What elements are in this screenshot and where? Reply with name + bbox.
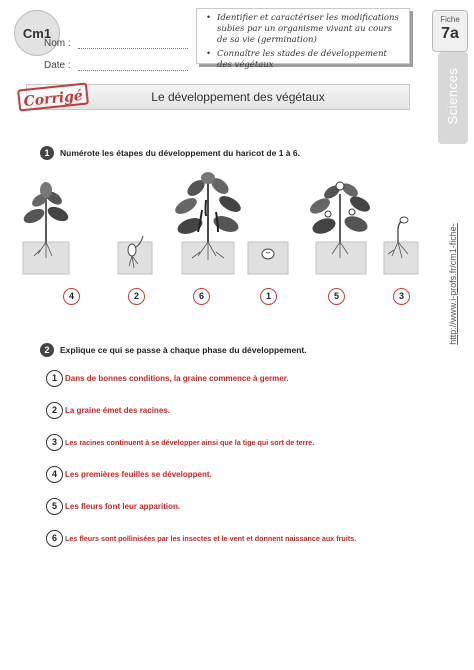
corrige-stamp: Corrigé (17, 82, 89, 111)
source-url-link[interactable]: http://www.i-profs.fr/cm1-fiche- (448, 223, 458, 345)
step-answer-3: Les racines continuent à se développer ainsi que la tige qui sort de terre. (65, 438, 315, 447)
fiche-label: Fiche (440, 15, 460, 24)
name-field[interactable] (78, 48, 188, 49)
plant-flowering-illustration (307, 181, 372, 274)
step-answer-2: La graine émet des racines. (65, 406, 170, 415)
exercise-1-instruction: Numérote les étapes du développement du haricot de 1 à 6. (60, 148, 300, 158)
step-circle-2: 2 (46, 402, 63, 419)
name-label: Nom : (44, 38, 71, 49)
answer-circle-plant-6[interactable]: 3 (393, 288, 410, 305)
step-answer-5: Les fleurs font leur apparition. (65, 502, 181, 511)
answer-circle-plant-2[interactable]: 2 (128, 288, 145, 305)
page-title: Le développement des végétaux (151, 90, 325, 104)
answer-circle-plant-3[interactable]: 6 (193, 288, 210, 305)
exercise-2-instruction: Explique ce qui se passe à chaque phase du développement. (60, 345, 307, 355)
objectives-box (196, 8, 410, 70)
step-answer-4: Les premières feuilles se développent. (65, 470, 212, 479)
exercise-1-number: 1 (40, 146, 54, 160)
level-badge: Cm1 (14, 10, 60, 56)
step-circle-4: 4 (46, 466, 63, 483)
answer-circle-plant-4[interactable]: 1 (260, 288, 277, 305)
date-label: Date : (44, 60, 71, 71)
step-circle-3: 3 (46, 434, 63, 451)
plant-young-sprout-illustration (118, 236, 152, 274)
plant-seed-illustration (248, 242, 288, 274)
step-circle-1: 1 (46, 370, 63, 387)
step-answer-1: Dans de bonnes conditions, la graine commence à germer. (65, 374, 289, 383)
plant-large-pods-illustration (173, 172, 244, 274)
fiche-number: 7a (441, 25, 459, 42)
date-field[interactable] (78, 70, 188, 71)
exercise-2-number: 2 (40, 343, 54, 357)
plant-seedling-illustration (384, 217, 418, 274)
objective-item: • Identifier et caractériser les modifications subies par un organisme vivant au cours de sa vie (germination) (217, 13, 401, 46)
step-circle-5: 5 (46, 498, 63, 515)
step-answer-6: Les fleurs sont pollinisées par les insectes et le vent et donnent naissance aux fruits. (65, 534, 357, 543)
plant-illustrations (20, 170, 420, 280)
answer-circle-plant-1[interactable]: 4 (63, 288, 80, 305)
plant-leafy-medium-illustration (21, 182, 70, 274)
subject-tab-label: Sciences (445, 67, 460, 125)
step-circle-6: 6 (46, 530, 63, 547)
fiche-tab (432, 10, 468, 52)
answer-circle-plant-5[interactable]: 5 (328, 288, 345, 305)
objective-item: • Connaître les stades de développement des végétaux (217, 49, 401, 71)
